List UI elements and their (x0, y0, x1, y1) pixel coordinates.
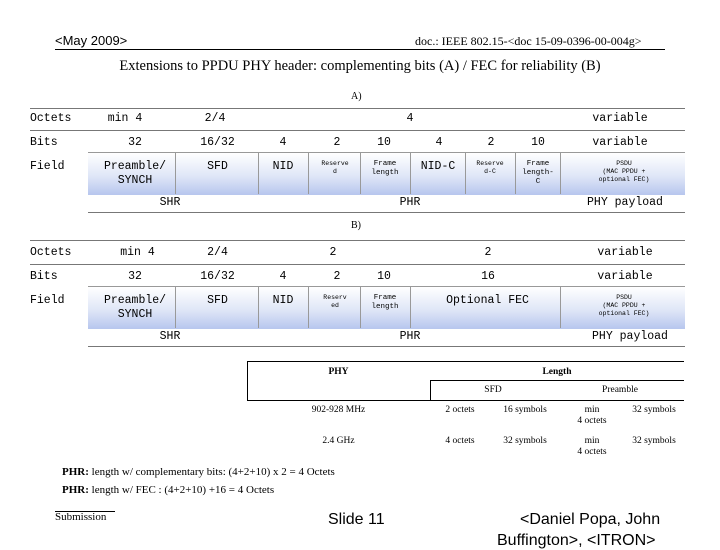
cell-divider (175, 152, 176, 194)
a-octets-sfd: 2/4 (204, 112, 226, 125)
cell-divider (465, 152, 466, 194)
row-902-sfd-symbols: 16 symbols (503, 405, 547, 415)
cell-divider (515, 152, 516, 194)
cell-divider (258, 152, 259, 194)
row-24-sfd-symbols: 32 symbols (503, 436, 547, 446)
a-bits-nid: 4 (279, 136, 287, 149)
note-complementary-text: length w/ complementary bits: (4+2+10) x 2 = 4 Octets (88, 466, 335, 478)
cell-divider (308, 152, 309, 194)
b-bits-head: Bits (30, 270, 58, 283)
b-field-preamble: Preamble/ SYNCH (103, 294, 167, 321)
section-b-label: B) (351, 220, 361, 231)
note-fec (62, 484, 274, 496)
row-902-sfd: 2 octets (445, 405, 475, 415)
b-bits-nid: 4 (279, 270, 287, 283)
footer-author: <Daniel Popa, John (520, 511, 661, 528)
a-field-reserved: Reserve d (321, 160, 349, 175)
note-complementary (62, 466, 335, 478)
cell-divider (360, 286, 361, 328)
row-rule (30, 240, 685, 241)
cell-divider (308, 286, 309, 328)
b-octets-phr: 2 (329, 246, 337, 259)
a-bits-head: Bits (30, 136, 58, 149)
b-field-frame-length: Frame length (371, 294, 399, 311)
row-902-band: 902-928 MHz (311, 405, 366, 415)
length-header: Length (542, 367, 572, 377)
footer-slide-number: Slide 11 (328, 511, 385, 528)
cell-divider (360, 152, 361, 194)
a-octets-head: Octets (30, 112, 72, 125)
a-group-phr: PHR (399, 196, 421, 209)
phy-header: PHY (328, 367, 349, 377)
a-octets-payload: variable (592, 112, 648, 125)
footer-author-line2: Buffington>, <ITRON> (497, 532, 656, 549)
a-bits-preamble: 32 (128, 136, 142, 149)
phy-length-table (247, 361, 684, 464)
section-a-label: A) (351, 91, 362, 102)
row-rule (88, 346, 685, 347)
table-rule (430, 380, 684, 381)
row-rule (88, 212, 685, 213)
header-doc: doc.: IEEE 802.15-<doc 15-09-0396-00-004g> (415, 34, 642, 48)
table-rule (247, 400, 684, 401)
a-bits-frame-length-c: 10 (531, 136, 545, 149)
a-group-payload: PHY payload (587, 196, 663, 209)
a-bits-sfd: 16/32 (200, 136, 235, 149)
a-field-frame-length-c: Frame length- C (522, 160, 554, 186)
note-fec-text: length w/ FEC : (4+2+10) +16 = 4 Octets (88, 484, 275, 496)
b-group-payload: PHY payload (592, 330, 668, 343)
cell-divider (560, 152, 561, 194)
a-bits-nidc: 4 (435, 136, 443, 149)
header-date: <May 2009> (55, 33, 128, 48)
footer-submission: Submission (55, 511, 107, 523)
row-902-preamble-symbols: 32 symbols (632, 405, 676, 415)
row-rule (30, 108, 685, 109)
cell-divider (258, 286, 259, 328)
b-bits-frame-length: 10 (377, 270, 391, 283)
a-field-nid: NID (272, 160, 294, 173)
note-fec-label: PHR: (62, 484, 89, 496)
b-bits-sfd: 16/32 (200, 270, 235, 283)
a-field-preamble: Preamble/ SYNCH (103, 160, 167, 187)
a-field-psdu: PSDU (MAC PPDU + optional FEC) (598, 160, 650, 183)
row-902-preamble: min 4 octets (577, 405, 607, 426)
row-rule (30, 130, 685, 131)
a-octets-preamble: min 4 (107, 112, 143, 125)
cell-divider (560, 286, 561, 328)
a-bits-reserved: 2 (333, 136, 341, 149)
a-bits-frame-length: 10 (377, 136, 391, 149)
row-24-sfd: 4 octets (445, 436, 475, 446)
b-octets-sfd: 2/4 (207, 246, 228, 259)
a-bits-reserved-c: 2 (487, 136, 495, 149)
b-field-head: Field (30, 294, 65, 307)
a-field-nidc: NID-C (420, 160, 456, 173)
b-octets-preamble: min 4 (120, 246, 155, 259)
slide-title: Extensions to PPDU PHY header: complementing bits (A) / FEC for reliability (B) (119, 58, 601, 74)
table-rule (247, 361, 684, 362)
b-group-phr: PHR (399, 330, 421, 343)
a-group-shr: SHR (159, 196, 181, 209)
b-field-psdu: PSDU (MAC PPDU + optional FEC) (598, 294, 650, 317)
row-24-preamble: min 4 octets (577, 436, 607, 457)
sfd-header: SFD (484, 385, 502, 395)
b-field-optional-fec: Optional FEC (446, 294, 529, 307)
a-field-sfd: SFD (207, 160, 228, 173)
b-octets-fec: 2 (484, 246, 492, 259)
a-bits-payload: variable (592, 136, 648, 149)
b-bits-reserved: 2 (333, 270, 341, 283)
cell-divider (410, 152, 411, 194)
cell-divider (410, 286, 411, 328)
a-field-reserved-c: Reserve d-C (476, 160, 504, 175)
note-complementary-label: PHR: (62, 466, 89, 478)
b-field-sfd: SFD (207, 294, 228, 307)
b-bits-fec: 16 (481, 270, 495, 283)
b-bits-preamble: 32 (128, 270, 142, 283)
row-24-band: 2.4 GHz (322, 436, 355, 446)
a-field-head: Field (30, 160, 65, 173)
b-field-nid: NID (272, 294, 294, 307)
row-24-preamble-symbols: 32 symbols (632, 436, 676, 446)
cell-divider (175, 286, 176, 328)
preamble-header: Preamble (602, 385, 638, 395)
b-group-shr: SHR (159, 330, 181, 343)
header-rule (55, 49, 665, 50)
b-octets-head: Octets (30, 246, 72, 259)
row-rule (30, 264, 685, 265)
a-field-frame-length: Frame length (371, 160, 399, 177)
b-bits-payload: variable (597, 270, 653, 283)
b-field-reserved: Reserv ed (323, 294, 347, 309)
a-octets-phr: 4 (406, 112, 414, 125)
b-octets-payload: variable (597, 246, 653, 259)
